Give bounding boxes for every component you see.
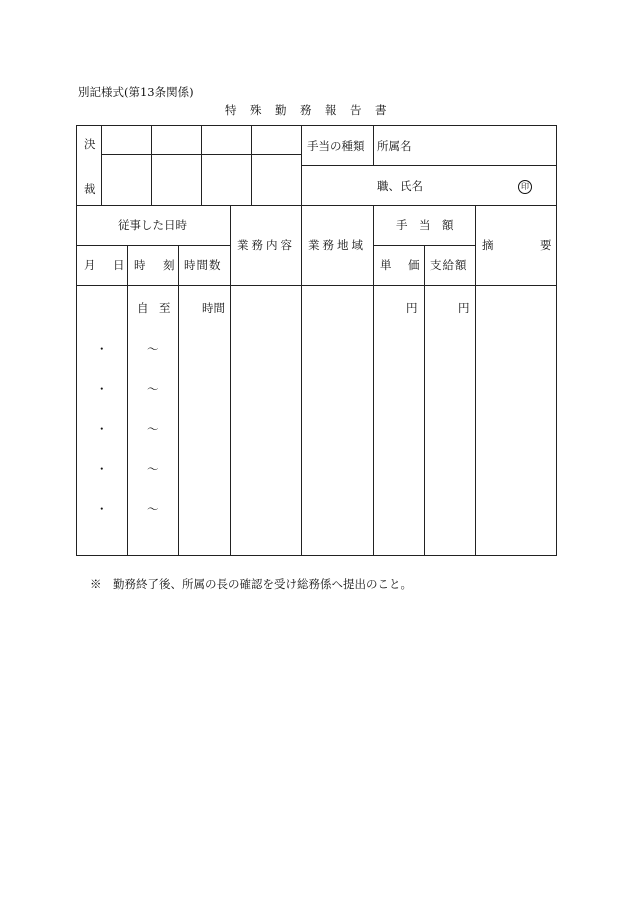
- form-reference: 別記様式(第13条関係): [78, 85, 194, 99]
- approval-bottom-line: [76, 205, 556, 206]
- approval-label-bottom: 裁: [84, 182, 96, 196]
- date-separator: ・: [96, 462, 108, 476]
- approval-col-line: [251, 125, 252, 205]
- month-header: 月: [84, 258, 96, 272]
- header-bottom-line: [76, 285, 556, 286]
- date-separator: ・: [96, 382, 108, 396]
- col-line-time: [178, 245, 179, 555]
- col-line-content: [301, 205, 302, 555]
- approval-col-line: [301, 125, 302, 205]
- unit-price-header-2: 価: [408, 258, 420, 272]
- time-range-tilde: ～: [147, 502, 159, 516]
- table-border-top: [76, 125, 556, 126]
- col-line-date: [127, 245, 128, 555]
- time-range-tilde: ～: [147, 422, 159, 436]
- hours-unit: 時間: [202, 301, 225, 315]
- col-line-unit: [424, 245, 425, 555]
- time-range-tilde: ～: [147, 462, 159, 476]
- table-border-left: [76, 125, 77, 556]
- work-area-header: 業務地域: [308, 238, 366, 252]
- allowance-header: 手 当 額: [396, 218, 454, 232]
- payment-yen: 円: [458, 301, 470, 315]
- footer-note: ※ 勤務終了後、所属の長の確認を受け総務係へ提出のこと。: [90, 577, 412, 591]
- remarks-header-2: 要: [540, 238, 552, 252]
- allowance-type-label: 手当の種類: [307, 139, 365, 153]
- time-header: 時: [134, 258, 146, 272]
- col-line-area: [373, 205, 374, 555]
- date-separator: ・: [96, 502, 108, 516]
- date-separator: ・: [96, 342, 108, 356]
- datetime-subheader-line: [76, 245, 230, 246]
- time-header-2: 刻: [163, 258, 175, 272]
- date-separator: ・: [96, 422, 108, 436]
- table-border-bottom: [76, 555, 557, 556]
- col-line-payment: [475, 205, 476, 555]
- unit-price-yen: 円: [406, 301, 418, 315]
- time-range-tilde: ～: [147, 382, 159, 396]
- remarks-header: 摘: [482, 238, 494, 252]
- position-name-label: 職、氏名: [377, 179, 423, 193]
- hours-header: 時間数: [184, 258, 222, 272]
- department-label: 所属名: [377, 139, 412, 153]
- day-header: 日: [113, 258, 125, 272]
- approval-col-line: [151, 125, 152, 205]
- payment-header: 支給額: [430, 258, 468, 272]
- work-content-header: 業務内容: [237, 238, 295, 252]
- approval-label-top: 決: [84, 137, 96, 151]
- approval-col-line: [101, 125, 102, 205]
- to-label: 至: [159, 301, 171, 315]
- approval-col-line: [201, 125, 202, 205]
- from-label: 自: [137, 301, 149, 315]
- time-range-tilde: ～: [147, 342, 159, 356]
- seal-mark: [518, 179, 532, 194]
- form-title: 特 殊 勤 務 報 告 書: [225, 103, 388, 117]
- datetime-header: 従事した日時: [118, 218, 187, 232]
- info-col-line: [373, 125, 374, 165]
- info-midline: [301, 165, 556, 166]
- unit-price-header: 単: [380, 258, 392, 272]
- table-border-right: [556, 125, 557, 556]
- col-line-hours: [230, 205, 231, 555]
- seal-icon: 印: [518, 180, 532, 194]
